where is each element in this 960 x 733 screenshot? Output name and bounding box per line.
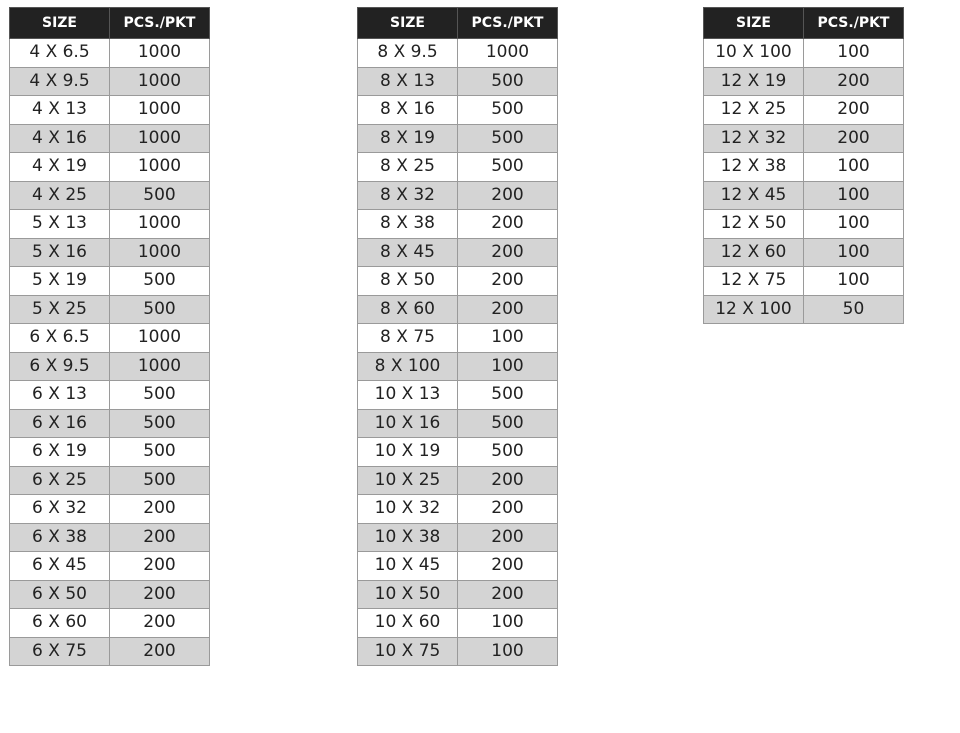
table-row xyxy=(358,381,558,410)
table-row xyxy=(358,153,558,182)
cell-pcs-per-pkt: 200 xyxy=(458,552,558,581)
cell-pcs-per-pkt: 500 xyxy=(458,381,558,410)
table-row xyxy=(10,181,210,210)
cell-size: 8 X 32 xyxy=(358,181,458,210)
cell-pcs-per-pkt: 200 xyxy=(804,96,904,125)
cell-pcs-per-pkt: 500 xyxy=(458,96,558,125)
cell-pcs-per-pkt: 500 xyxy=(458,438,558,467)
table-row xyxy=(10,580,210,609)
table-header-row xyxy=(704,8,904,39)
cell-pcs-per-pkt: 500 xyxy=(110,466,210,495)
cell-size: 6 X 13 xyxy=(10,381,110,410)
cell-pcs-per-pkt: 1000 xyxy=(110,39,210,68)
cell-pcs-per-pkt: 500 xyxy=(110,381,210,410)
column-header-pcs: PCS./PKT xyxy=(458,8,558,39)
cell-size: 6 X 19 xyxy=(10,438,110,467)
cell-size: 6 X 16 xyxy=(10,409,110,438)
table-row xyxy=(358,495,558,524)
table-row xyxy=(10,39,210,68)
table-row xyxy=(358,609,558,638)
cell-size: 6 X 9.5 xyxy=(10,352,110,381)
cell-pcs-per-pkt: 200 xyxy=(458,295,558,324)
table-row xyxy=(10,210,210,239)
table-row xyxy=(10,438,210,467)
cell-size: 8 X 45 xyxy=(358,238,458,267)
cell-pcs-per-pkt: 500 xyxy=(458,67,558,96)
cell-size: 8 X 38 xyxy=(358,210,458,239)
table-row xyxy=(358,324,558,353)
table-row xyxy=(10,324,210,353)
cell-pcs-per-pkt: 1000 xyxy=(110,238,210,267)
cell-size: 8 X 16 xyxy=(358,96,458,125)
cell-pcs-per-pkt: 200 xyxy=(458,523,558,552)
table-row xyxy=(704,295,904,324)
cell-pcs-per-pkt: 500 xyxy=(110,295,210,324)
cell-size: 12 X 60 xyxy=(704,238,804,267)
cell-size: 6 X 25 xyxy=(10,466,110,495)
table-row xyxy=(358,124,558,153)
cell-pcs-per-pkt: 500 xyxy=(458,153,558,182)
cell-size: 5 X 25 xyxy=(10,295,110,324)
table-row xyxy=(10,238,210,267)
table-row xyxy=(10,124,210,153)
table-row xyxy=(704,238,904,267)
cell-size: 6 X 32 xyxy=(10,495,110,524)
table-header-row xyxy=(10,8,210,39)
table-header-row xyxy=(358,8,558,39)
cell-pcs-per-pkt: 100 xyxy=(458,324,558,353)
cell-pcs-per-pkt: 200 xyxy=(110,637,210,666)
cell-pcs-per-pkt: 500 xyxy=(110,181,210,210)
table-row xyxy=(358,466,558,495)
cell-pcs-per-pkt: 200 xyxy=(110,495,210,524)
cell-size: 6 X 50 xyxy=(10,580,110,609)
table-row xyxy=(10,352,210,381)
table-row xyxy=(10,295,210,324)
cell-size: 4 X 6.5 xyxy=(10,39,110,68)
cell-size: 10 X 45 xyxy=(358,552,458,581)
cell-pcs-per-pkt: 100 xyxy=(458,352,558,381)
cell-size: 12 X 45 xyxy=(704,181,804,210)
table-row xyxy=(704,96,904,125)
cell-size: 12 X 19 xyxy=(704,67,804,96)
cell-pcs-per-pkt: 200 xyxy=(110,580,210,609)
cell-size: 12 X 75 xyxy=(704,267,804,296)
cell-pcs-per-pkt: 200 xyxy=(458,210,558,239)
cell-size: 5 X 13 xyxy=(10,210,110,239)
size-table-1 xyxy=(9,7,210,666)
column-header-pcs: PCS./PKT xyxy=(110,8,210,39)
cell-pcs-per-pkt: 200 xyxy=(804,67,904,96)
column-header-size: SIZE xyxy=(10,8,110,39)
cell-size: 8 X 19 xyxy=(358,124,458,153)
cell-size: 12 X 32 xyxy=(704,124,804,153)
cell-pcs-per-pkt: 200 xyxy=(110,609,210,638)
cell-size: 10 X 32 xyxy=(358,495,458,524)
cell-size: 10 X 16 xyxy=(358,409,458,438)
cell-size: 12 X 50 xyxy=(704,210,804,239)
table-row xyxy=(10,267,210,296)
cell-pcs-per-pkt: 100 xyxy=(804,39,904,68)
table-row xyxy=(10,153,210,182)
cell-pcs-per-pkt: 200 xyxy=(458,580,558,609)
cell-pcs-per-pkt: 100 xyxy=(458,609,558,638)
cell-size: 10 X 75 xyxy=(358,637,458,666)
table-row xyxy=(704,267,904,296)
table-row xyxy=(358,96,558,125)
table-row xyxy=(704,153,904,182)
table-row xyxy=(358,409,558,438)
table-row xyxy=(10,96,210,125)
cell-pcs-per-pkt: 500 xyxy=(458,124,558,153)
cell-size: 8 X 100 xyxy=(358,352,458,381)
size-table-3 xyxy=(703,7,904,324)
table-row xyxy=(10,637,210,666)
cell-pcs-per-pkt: 100 xyxy=(804,238,904,267)
cell-pcs-per-pkt: 500 xyxy=(458,409,558,438)
table-row xyxy=(358,210,558,239)
cell-size: 10 X 100 xyxy=(704,39,804,68)
table-row xyxy=(10,381,210,410)
cell-pcs-per-pkt: 200 xyxy=(110,523,210,552)
table-row xyxy=(10,67,210,96)
cell-size: 8 X 9.5 xyxy=(358,39,458,68)
cell-pcs-per-pkt: 1000 xyxy=(110,324,210,353)
cell-pcs-per-pkt: 100 xyxy=(804,267,904,296)
cell-pcs-per-pkt: 1000 xyxy=(110,124,210,153)
table-row xyxy=(358,552,558,581)
cell-size: 12 X 100 xyxy=(704,295,804,324)
table-row xyxy=(704,210,904,239)
cell-size: 4 X 19 xyxy=(10,153,110,182)
cell-pcs-per-pkt: 500 xyxy=(110,438,210,467)
column-header-size: SIZE xyxy=(704,8,804,39)
cell-size: 6 X 60 xyxy=(10,609,110,638)
cell-size: 10 X 13 xyxy=(358,381,458,410)
cell-pcs-per-pkt: 100 xyxy=(458,637,558,666)
table-row xyxy=(10,523,210,552)
cell-size: 8 X 50 xyxy=(358,267,458,296)
cell-size: 4 X 25 xyxy=(10,181,110,210)
cell-size: 10 X 25 xyxy=(358,466,458,495)
table-row xyxy=(358,580,558,609)
cell-size: 10 X 38 xyxy=(358,523,458,552)
table-row xyxy=(10,495,210,524)
table-row xyxy=(358,67,558,96)
table-row xyxy=(10,552,210,581)
size-table-2 xyxy=(357,7,558,666)
cell-size: 10 X 19 xyxy=(358,438,458,467)
cell-size: 10 X 50 xyxy=(358,580,458,609)
cell-size: 4 X 9.5 xyxy=(10,67,110,96)
table-row xyxy=(10,609,210,638)
cell-pcs-per-pkt: 200 xyxy=(804,124,904,153)
column-header-pcs: PCS./PKT xyxy=(804,8,904,39)
cell-size: 6 X 75 xyxy=(10,637,110,666)
cell-pcs-per-pkt: 1000 xyxy=(110,96,210,125)
cell-pcs-per-pkt: 1000 xyxy=(110,153,210,182)
cell-size: 4 X 16 xyxy=(10,124,110,153)
table-row xyxy=(10,409,210,438)
cell-pcs-per-pkt: 200 xyxy=(458,495,558,524)
cell-pcs-per-pkt: 200 xyxy=(458,181,558,210)
cell-size: 8 X 60 xyxy=(358,295,458,324)
cell-pcs-per-pkt: 50 xyxy=(804,295,904,324)
cell-pcs-per-pkt: 1000 xyxy=(110,67,210,96)
cell-size: 4 X 13 xyxy=(10,96,110,125)
table-row xyxy=(358,637,558,666)
cell-pcs-per-pkt: 100 xyxy=(804,181,904,210)
cell-pcs-per-pkt: 200 xyxy=(458,238,558,267)
cell-size: 8 X 25 xyxy=(358,153,458,182)
cell-pcs-per-pkt: 200 xyxy=(458,466,558,495)
cell-pcs-per-pkt: 100 xyxy=(804,210,904,239)
cell-pcs-per-pkt: 100 xyxy=(804,153,904,182)
cell-size: 12 X 25 xyxy=(704,96,804,125)
table-row xyxy=(704,124,904,153)
cell-size: 5 X 19 xyxy=(10,267,110,296)
cell-size: 8 X 75 xyxy=(358,324,458,353)
cell-size: 6 X 45 xyxy=(10,552,110,581)
cell-pcs-per-pkt: 500 xyxy=(110,409,210,438)
cell-size: 5 X 16 xyxy=(10,238,110,267)
table-row xyxy=(358,238,558,267)
table-row xyxy=(358,267,558,296)
cell-pcs-per-pkt: 1000 xyxy=(458,39,558,68)
cell-pcs-per-pkt: 200 xyxy=(110,552,210,581)
cell-pcs-per-pkt: 500 xyxy=(110,267,210,296)
cell-pcs-per-pkt: 1000 xyxy=(110,210,210,239)
cell-size: 10 X 60 xyxy=(358,609,458,638)
table-row xyxy=(358,295,558,324)
table-row xyxy=(358,523,558,552)
table-row xyxy=(10,466,210,495)
table-row xyxy=(704,39,904,68)
cell-size: 6 X 6.5 xyxy=(10,324,110,353)
table-row xyxy=(704,67,904,96)
table-row xyxy=(358,438,558,467)
cell-pcs-per-pkt: 1000 xyxy=(110,352,210,381)
cell-pcs-per-pkt: 200 xyxy=(458,267,558,296)
table-row xyxy=(358,352,558,381)
table-row xyxy=(704,181,904,210)
cell-size: 6 X 38 xyxy=(10,523,110,552)
table-row xyxy=(358,39,558,68)
table-row xyxy=(358,181,558,210)
cell-size: 8 X 13 xyxy=(358,67,458,96)
column-header-size: SIZE xyxy=(358,8,458,39)
cell-size: 12 X 38 xyxy=(704,153,804,182)
